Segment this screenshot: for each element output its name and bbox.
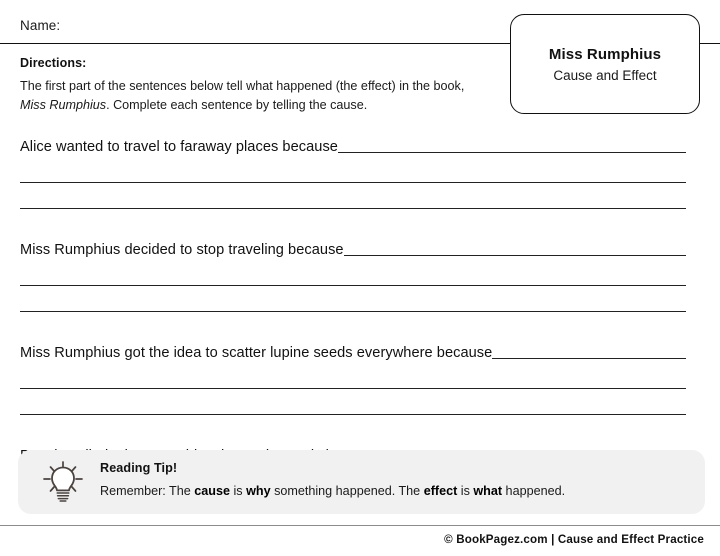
answer-line[interactable]	[20, 182, 686, 183]
reading-tip-fragment-8: happened.	[502, 484, 566, 498]
directions-line-2-before: book,	[433, 79, 465, 93]
reading-tip-text	[100, 461, 691, 499]
question-block	[20, 130, 686, 209]
answer-line[interactable]	[20, 208, 686, 209]
directions-section	[20, 56, 490, 114]
reading-tip-fragment-1: cause	[194, 484, 230, 498]
footer-divider	[0, 525, 720, 526]
question-prompt: Miss Rumphius decided to stop traveling because	[20, 242, 344, 259]
directions-body	[20, 77, 490, 114]
reading-tip-fragment-2: is	[229, 484, 247, 498]
question-prompt-row	[20, 130, 686, 156]
question-prompt: Alice wanted to travel to faraway places because	[20, 139, 338, 156]
title-card	[510, 14, 700, 114]
directions-line-1: The first part of the sentences below tell what happened (the effect) in the	[20, 79, 431, 93]
question-prompt: Miss Rumphius got the idea to scatter lupine seeds everywhere because	[20, 345, 493, 362]
answer-line[interactable]	[20, 414, 686, 415]
reading-tip-heading: Reading Tip!	[100, 461, 178, 475]
answer-line[interactable]	[20, 311, 686, 312]
question-block	[20, 233, 686, 312]
lightbulb-icon	[40, 460, 86, 504]
answer-blank-inline[interactable]	[338, 152, 686, 153]
reading-tip-fragment-7: what	[473, 484, 503, 498]
reading-tip-fragment-3: why	[246, 484, 271, 498]
book-title: Miss Rumphius	[548, 45, 662, 63]
reading-tip-body	[100, 483, 691, 499]
question-prompt-row	[20, 233, 686, 259]
answer-line[interactable]	[20, 388, 686, 389]
reading-tip-fragment-0: Remember: The	[100, 484, 195, 498]
reading-tip-fragment-5: effect	[423, 484, 458, 498]
question-prompt-row	[20, 336, 686, 362]
header-divider-right	[700, 43, 720, 44]
answer-blank-inline[interactable]	[492, 358, 686, 359]
answer-line[interactable]	[20, 285, 686, 286]
header-divider-left	[0, 43, 511, 44]
reading-tip-fragment-4: something happened. The	[270, 484, 424, 498]
footer-credit: © BookPagez.com | Cause and Effect Practice	[444, 533, 704, 546]
book-title-italic: Miss Rumphius	[20, 97, 107, 112]
directions-heading: Directions:	[20, 56, 87, 70]
skill-label: Cause and Effect	[553, 67, 657, 83]
reading-tip-box	[18, 450, 705, 514]
question-block	[20, 336, 686, 415]
answer-blank-inline[interactable]	[344, 255, 686, 256]
directions-line-2-after: . Complete each sentence by telling the cause.	[106, 97, 368, 112]
name-label: Name:	[20, 18, 61, 33]
reading-tip-fragment-6: is	[457, 484, 474, 498]
